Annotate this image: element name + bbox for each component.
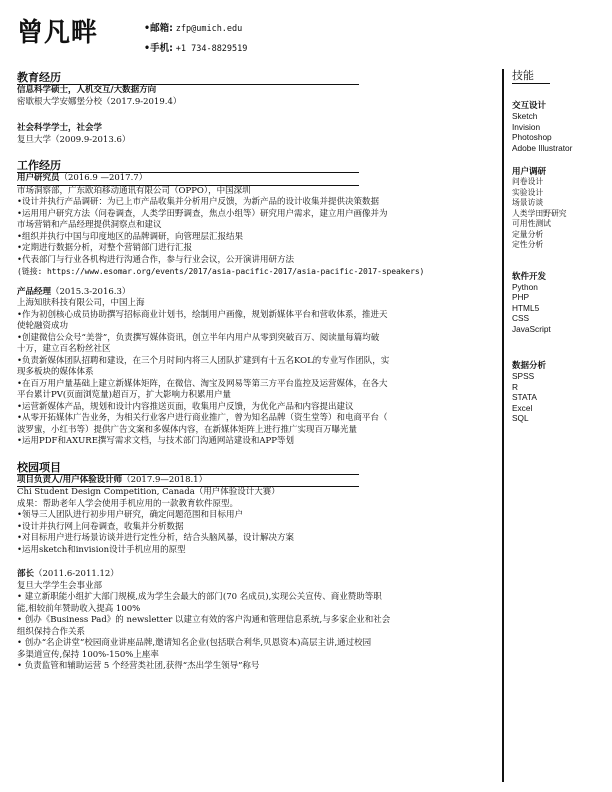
job-2-bullet: •运营新媒体产品，规划和设计内容推送页面，收集用户反馈，为优化产品和内容提出建议 (17, 401, 354, 412)
proj-2-bullet: 组织保持合作关系 (17, 626, 86, 637)
proj-1-bullet: •运用sketch和invision设计手机应用的原型 (17, 544, 186, 555)
email-label: •邮箱: (144, 23, 173, 34)
proj-1-role: 项目负责人/用户体验设计师 (17, 474, 123, 485)
skill-item: R (512, 381, 518, 392)
edu-1-degree: 信息科学硕士，人机交互/大数据方向 (17, 85, 157, 95)
job-1-bullet: •设计并执行产品调研：为已上市产品收集并分析用户反馈，为新产品的设计收集并提供决策数据 (17, 197, 380, 207)
skill-group-title: 交互设计 (512, 100, 547, 110)
skill-item: SPSS (512, 371, 535, 381)
proj-2-role: 部长 (17, 569, 35, 579)
skill-item: 问卷设计 (512, 177, 544, 186)
job-2-bullet: 波罗蜜，小红书等）提供广告文案和多媒体内容，在新媒体矩阵上进行推广实现百万曝光量 (17, 424, 358, 435)
skill-item: 定量分析 (512, 229, 544, 239)
job-1-bullet: •代表部门与行业各机构进行沟通合作，参与行业会议，公开演讲用研方法 (17, 254, 295, 265)
job-2-bullet: •在百万用户量基础上建立新媒体矩阵，在微信、淘宝及网易等第三方平台监控及运营媒体，在各大 (17, 378, 388, 389)
job-2-role: 产品经理 (17, 286, 52, 297)
job-1-company: 市场洞察部，广东欧珀移动通讯有限公司（OPPO），中国深圳 (17, 185, 251, 196)
skill-item: Adobe Illustrator (512, 142, 573, 153)
proj-1-bullet: •对目标用户进行场景访谈并进行定性分析，结合头脑风暴，设计解决方案 (17, 533, 295, 543)
proj-2-header (17, 569, 499, 581)
skill-group-title: 用户调研 (512, 166, 547, 176)
skill-item: 实验设计 (512, 187, 544, 197)
edu-2-degree: 社会科学学士，社会学 (17, 123, 103, 133)
skill-item: PHP (512, 292, 530, 302)
skills-heading: 技能 (512, 69, 550, 84)
job-2-dates: （2015.3-2016.3） (51, 286, 131, 297)
skills-sidebar (502, 69, 602, 782)
skill-item: Photoshop (512, 132, 552, 142)
email-value[interactable]: zfp@umich.edu (175, 24, 243, 34)
phone-line (144, 43, 247, 55)
edu-1-school: 密歇根大学安娜堡分校（2017.9-2019.4） (17, 96, 182, 107)
skill-item: 人类学田野研究 (512, 208, 567, 218)
skill-item: 定性分析 (512, 240, 544, 249)
proj-1-result: 成果：帮助老年人学会使用手机应用的一款教育软件原型。 (17, 498, 239, 509)
skill-item: SQL (512, 413, 529, 423)
job-2-bullet: •创建微信公众号“美誉”，负责撰写媒体资讯，创立半年内用户从零到突破百万、阅读量每篇均破 (17, 332, 380, 343)
job-2-bullet: •运用PDF和AXURE撰写需求文档，与技术部门沟通网站建设和APP等划 (17, 436, 294, 446)
proj-2-bullet: • 建立新职能小组扩大部门规模,成为学生会最大的部门(70 名成员),实现公关宣传、商业赞助等职 (17, 592, 382, 602)
email-line (144, 23, 242, 35)
edu-2-school: 复旦大学（2009.9-2013.6） (17, 134, 131, 145)
candidate-name: 曾凡畔 (17, 18, 99, 48)
campus-heading: 校园项目 (17, 461, 359, 475)
skill-item: Sketch (512, 111, 538, 121)
job-1-bullet: 市场营销和产品经理提供洞察点和建议 (17, 220, 162, 230)
job-2-bullet: •作为初创核心成员协助撰写招标商业计划书，绘制用户画像，规划新媒体平台和营收体系，推进天 (17, 309, 388, 320)
skill-item: Invision (512, 121, 541, 132)
skill-item: HTML5 (512, 302, 540, 313)
proj-2-bullet: 多渠道宣传,保持 100%-150%上座率 (17, 649, 159, 660)
skill-item: CSS (512, 313, 530, 323)
skill-group-data (512, 360, 602, 424)
proj-1-bullet: •设计并执行网上问卷调查，收集并分析数据 (17, 521, 184, 532)
job-2-header (17, 287, 359, 299)
proj-2-bullet: • 创办“名企讲堂”校园商业讲座品牌,邀请知名企业(包括联合利华,贝恩资本)高层主讲,通过校园 (17, 638, 372, 648)
phone-value: +1 734-8829519 (175, 44, 248, 54)
proj-2-bullet: • 创办《Business Pad》的 newsletter 以建立有效的客户沟通和管理信息系统,与多家企业和社会 (17, 615, 391, 625)
proj-1-dates: （2017.9—2018.1） (122, 474, 208, 485)
job-1-bullet: •组织并执行中国与印度地区的品牌调研，向管理层汇报结果 (17, 231, 244, 242)
job-1-role: 用户研究员 (17, 173, 60, 183)
job-2-bullet: 十万，建立百名粉丝社区 (17, 344, 111, 354)
proj-2-bullet: • 负责监管和辅助运营 5 个经营类社团,获得“杰出学生领导”称号 (17, 661, 260, 671)
job-1-bullet: •定期进行数据分析，对整个营销部门进行汇报 (17, 243, 193, 253)
skill-group-research (512, 166, 602, 251)
proj-1-header (17, 475, 359, 488)
skill-item: 场景访谈 (512, 198, 544, 207)
skill-group-interaction (512, 100, 602, 153)
skill-item: Python (512, 281, 538, 292)
proj-1-bullet: •领导三人团队进行初步用户研究，确定问题范围和目标用户 (17, 510, 244, 520)
skill-item: Excel (512, 402, 533, 413)
job-2-bullet: 平台累计PV(页面浏览量)超百万，扩大影响力积累用户量 (17, 390, 231, 400)
skill-group-title: 软件开发 (512, 270, 547, 281)
proj-2-org: 复旦大学学生会事业部 (17, 580, 103, 591)
skill-group-title: 数据分析 (512, 360, 547, 370)
skill-item: JavaScript (512, 323, 551, 334)
job-2-company: 上海知肤科技有限公司，中国上海 (17, 298, 145, 308)
job-1-link[interactable]: (链接: https://www.esomar.org/events/2017/asia-pacific-2017/asia-pacific-2017-speakers) (17, 267, 425, 276)
job-1-dates: （2016.9 —2017.7） (59, 173, 148, 183)
skill-item: STATA (512, 392, 537, 402)
job-1-header (17, 173, 359, 186)
proj-1-name: Chi Student Design Competition, Canada（用户体验设计大赛） (17, 487, 280, 497)
main-column (17, 71, 499, 673)
skill-group-dev (512, 271, 602, 335)
job-1-bullet: •运用用户研究方法（问卷调查，人类学田野调查，焦点小组等）研究用户需求，建立用户画像并为 (17, 208, 388, 219)
job-2-bullet: 现多板块的媒体体系 (17, 367, 94, 377)
job-2-bullet: •从零开拓媒体广告业务，为相关行业客户进行商业推广，曾为知名品牌（资生堂等）和电商平台（ (17, 413, 388, 423)
proj-2-bullet: 能,相较前年赞助收入提高 100% (17, 603, 141, 614)
education-heading: 教育经历 (17, 71, 359, 85)
proj-2-dates: （2011.6-2011.12） (34, 569, 119, 579)
job-2-bullet: •负责新媒体团队招聘和建设，在三个月时间内将三人团队扩建到有十五名KOL的专业写作团队，实 (17, 355, 390, 366)
skill-item: 可用性测试 (512, 219, 551, 228)
phone-label: •手机: (144, 43, 173, 54)
work-heading: 工作经历 (17, 159, 359, 173)
job-2-bullet: 使轮融资成功 (17, 321, 69, 331)
